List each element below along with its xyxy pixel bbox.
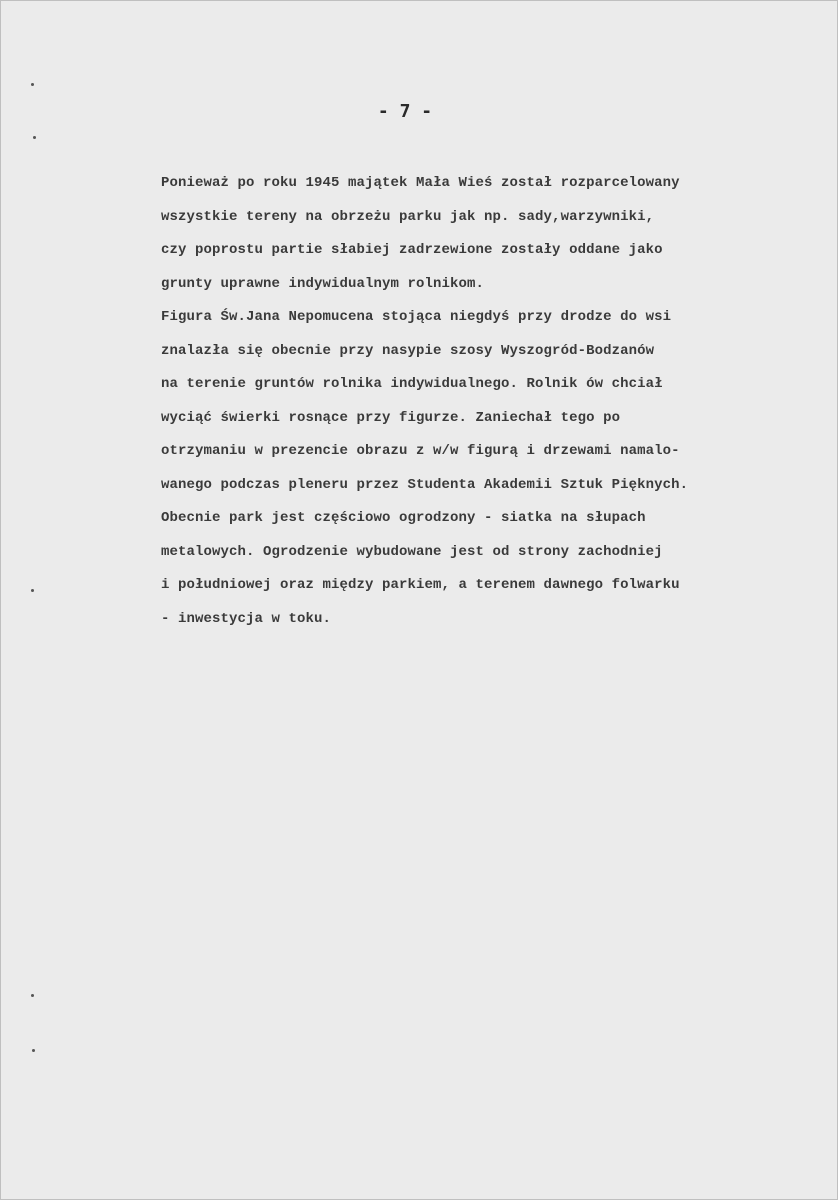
text-line: i południowej oraz między parkiem, a terenem dawnego folwarku	[161, 577, 680, 593]
text-line: Figura Św.Jana Nepomucena stojąca niegdyś przy drodze do wsi	[161, 309, 672, 325]
text-line: - inwestycja w toku.	[161, 610, 332, 627]
punch-mark	[31, 83, 34, 86]
body-text	[161, 167, 821, 636]
text-line: metalowych. Ogrodzenie wybudowane jest od strony zachodniej	[161, 543, 663, 560]
text-line: otrzymaniu w prezencie obrazu z w/w figurą i drzewami namalo-	[161, 443, 680, 459]
text-line: grunty uprawne indywidualnym rolnikom.	[161, 275, 485, 292]
punch-mark	[31, 589, 34, 592]
punch-mark	[32, 1049, 35, 1052]
text-line: wyciąć świerki rosnące przy figurze. Zaniechał tego po	[161, 409, 621, 426]
text-line: wszystkie tereny na obrzeżu parku jak np. sady,warzywniki,	[161, 208, 655, 225]
text-line: znalazła się obecnie przy nasypie szosy Wyszogród-Bodzanów	[161, 342, 655, 359]
text-line: na terenie gruntów rolnika indywidualnego. Rolnik ów chciał	[161, 376, 663, 392]
text-line: Obecnie park jest częściowo ogrodzony - siatka na słupach	[161, 510, 646, 526]
text-line: Ponieważ po roku 1945 majątek Mała Wieś został rozparcelowany	[161, 175, 680, 191]
text-line: czy poprostu partie słabiej zadrzewione zostały oddane jako	[161, 242, 663, 258]
punch-mark	[33, 136, 36, 139]
text-line: wanego podczas pleneru przez Studenta Akademii Sztuk Pięknych.	[161, 476, 689, 493]
punch-mark	[31, 994, 34, 997]
page-number: - 7 -	[377, 101, 433, 122]
